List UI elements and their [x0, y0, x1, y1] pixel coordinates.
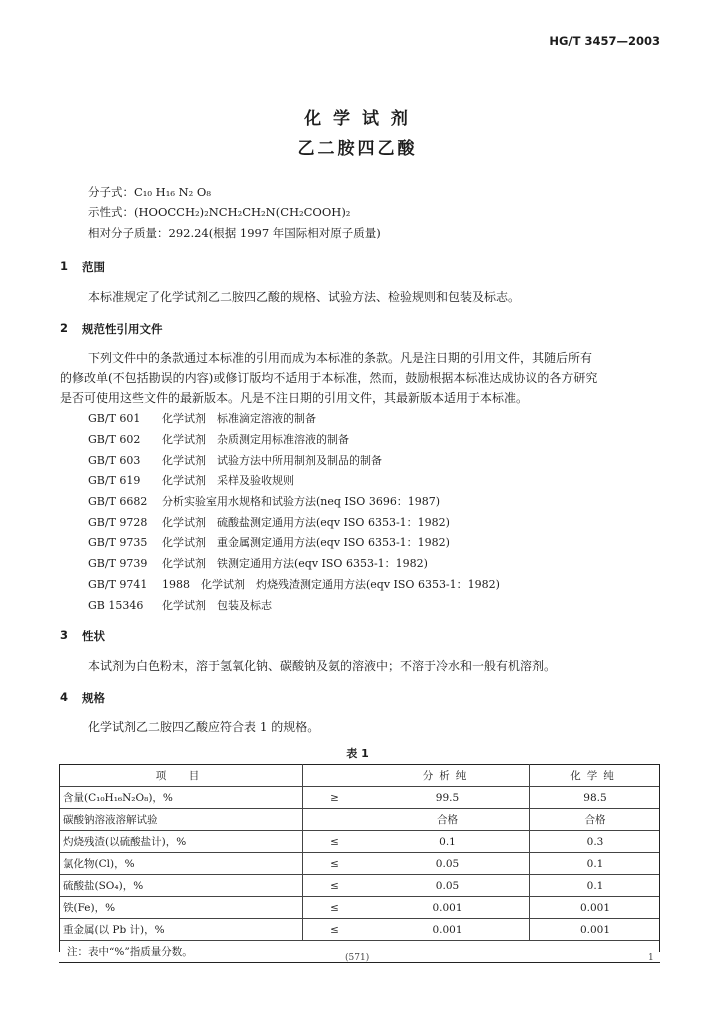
table-row: [59, 809, 660, 831]
page-footer-center: (571): [345, 953, 370, 963]
section-label: 性状: [82, 629, 105, 643]
reference-item: [88, 493, 440, 509]
reference-item: [88, 534, 450, 550]
row-analytical-value: 0.001: [366, 897, 530, 919]
reference-title: 化学试剂 采样及验收规则: [162, 474, 294, 487]
section-label: 规范性引用文件: [82, 322, 163, 336]
reference-title: 化学试剂 铁测定通用方法(eqv ISO 6353-1：1982): [162, 557, 428, 570]
header-item: 项 目: [59, 765, 303, 787]
reference-title: 化学试剂 硫酸盐测定通用方法(eqv ISO 6353-1：1982): [162, 516, 450, 529]
row-analytical-value: 0.001: [366, 919, 530, 941]
header-operator: [303, 765, 367, 787]
reference-item: [88, 431, 349, 447]
reference-title: 化学试剂 试验方法中所用制剂及制品的制备: [162, 454, 382, 467]
row-analytical-value: 0.05: [366, 853, 530, 875]
title-line-1: 化 学 试 剂: [304, 109, 411, 129]
section-number: 2: [60, 321, 69, 335]
section-1-text: 本标准规定了化学试剂乙二胺四乙酸的规格、试验方法、检验规则和包装及标志。: [88, 290, 521, 304]
row-item: 硫酸盐(SO₄)，%: [59, 875, 303, 897]
header-chemical-grade: 化学纯: [530, 765, 661, 787]
specification-table: [59, 764, 660, 963]
row-operator: ≤: [303, 919, 367, 941]
row-operator: [303, 809, 367, 831]
row-item: 氯化物(Cl)，%: [59, 853, 303, 875]
section-label: 范围: [82, 260, 105, 274]
row-analytical-value: 0.05: [366, 875, 530, 897]
row-analytical-value: 0.1: [366, 831, 530, 853]
reference-code: GB/T 9728: [88, 516, 148, 529]
molecular-formula: 分子式：C₁₀ H₁₆ N₂ O₈: [88, 185, 211, 199]
table-row: [59, 787, 660, 809]
reference-title: 化学试剂 杂质测定用标准溶液的制备: [162, 433, 349, 446]
row-chemical-value: 0.001: [530, 897, 661, 919]
reference-code: GB/T 9735: [88, 536, 148, 549]
reference-title: 化学试剂 包装及标志: [162, 599, 272, 612]
reference-code: GB/T 619: [88, 474, 141, 487]
row-chemical-value: 98.5: [530, 787, 661, 809]
reference-item: [88, 472, 294, 488]
title-line-2: 乙二胺四乙酸: [297, 139, 418, 159]
reference-title: 化学试剂 标准滴定溶液的制备: [162, 412, 316, 425]
row-item: 含量(C₁₀H₁₆N₂O₈)，%: [59, 787, 303, 809]
table-row: [59, 831, 660, 853]
reference-item: [88, 514, 450, 530]
table-row: [59, 853, 660, 875]
reference-title: 化学试剂 重金属测定通用方法(eqv ISO 6353-1：1982): [162, 536, 450, 549]
reference-title: 1988 化学试剂 灼烧残渣测定通用方法(eqv ISO 6353-1：1982): [162, 578, 500, 591]
reference-item: [88, 597, 272, 613]
reference-code: GB/T 9739: [88, 557, 148, 570]
row-operator: ≤: [303, 853, 367, 875]
row-operator: ≤: [303, 831, 367, 853]
reference-code: GB/T 9741: [88, 578, 148, 591]
reference-code: GB/T 603: [88, 454, 141, 467]
section-label: 规格: [82, 691, 105, 705]
row-item: 碳酸钠溶液溶解试验: [59, 809, 303, 831]
row-chemical-value: 合格: [530, 809, 661, 831]
section-number: 3: [60, 628, 69, 642]
row-analytical-value: 99.5: [366, 787, 530, 809]
section-number: 1: [60, 259, 69, 273]
reference-item: [88, 410, 316, 426]
structural-formula: 示性式：(HOOCCH₂)₂NCH₂CH₂N(CH₂COOH)₂: [88, 205, 351, 219]
section-2-text-line-2: 的修改单(不包括勘误的内容)或修订版均不适用于本标准，然而，鼓励根据本标准达成协议的各方研究: [60, 371, 598, 385]
row-chemical-value: 0.001: [530, 919, 661, 941]
row-chemical-value: 0.1: [530, 875, 661, 897]
section-number: 4: [60, 690, 69, 704]
reference-item: [88, 555, 428, 571]
table-row: [59, 897, 660, 919]
header-analytical-grade: 分析纯: [366, 765, 530, 787]
table-caption: 表 1: [346, 747, 369, 760]
standard-code: HG/T 3457—2003: [549, 34, 660, 48]
row-item: 重金属(以 Pb 计)，%: [59, 919, 303, 941]
page-number: 1: [648, 953, 654, 963]
reference-code: GB 15346: [88, 599, 144, 612]
section-2-text-line-3: 是否可使用这些文件的最新版本。凡是不注日期的引用文件，其最新版本适用于本标准。: [60, 391, 529, 405]
row-operator: ≤: [303, 875, 367, 897]
row-operator: ≤: [303, 897, 367, 919]
reference-code: GB/T 602: [88, 433, 141, 446]
reference-code: GB/T 6682: [88, 495, 148, 508]
table-note: 注：表中“%”指质量分数。: [59, 941, 660, 963]
section-3-text: 本试剂为白色粉末，溶于氢氧化钠、碳酸钠及氨的溶液中；不溶于冷水和一般有机溶剂。: [88, 659, 557, 673]
row-item: 铁(Fe)，%: [59, 897, 303, 919]
reference-item: [88, 576, 500, 592]
table-row: [59, 919, 660, 941]
row-chemical-value: 0.3: [530, 831, 661, 853]
row-item: 灼烧残渣(以硫酸盐计)，%: [59, 831, 303, 853]
table-row: [59, 875, 660, 897]
reference-code: GB/T 601: [88, 412, 141, 425]
reference-title: 分析实验室用水规格和试验方法(neq ISO 3696：1987): [162, 495, 441, 508]
row-analytical-value: 合格: [366, 809, 530, 831]
row-chemical-value: 0.1: [530, 853, 661, 875]
section-4-text: 化学试剂乙二胺四乙酸应符合表 1 的规格。: [88, 720, 320, 734]
row-operator: ≥: [303, 787, 367, 809]
table-header-row: [59, 765, 660, 787]
reference-item: [88, 452, 382, 468]
molecular-mass: 相对分子质量：292.24(根据 1997 年国际相对原子质量): [88, 226, 381, 240]
section-2-text-line-1: 下列文件中的条款通过本标准的引用而成为本标准的条款。凡是注日期的引用文件，其随后所有: [88, 351, 593, 365]
